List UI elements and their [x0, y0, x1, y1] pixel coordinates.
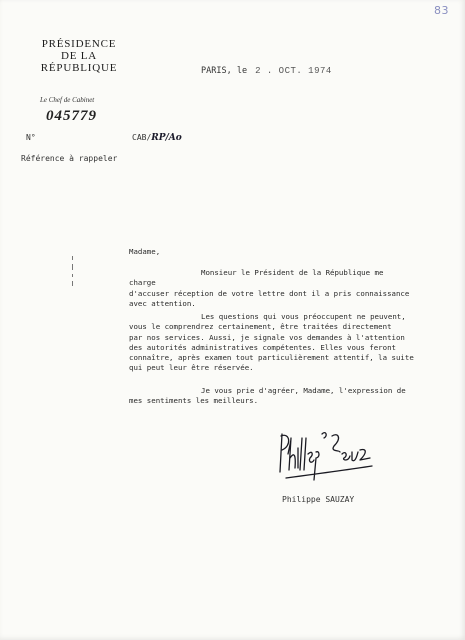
paragraph-3: Je vous prie d'agréer, Madame, l'expression de mes sentiments les meilleurs. [129, 386, 406, 406]
date-stamp: 2 . OCT. 1974 [255, 66, 332, 76]
paragraph-2: Les questions qui vous préoccupent ne peuvent, vous le comprendrez certainement, être traitées directement par nos services. Aussi, je signale vos demandes à l'attention des autorités administratives compétentes. Elles vous feront connaître, après examen tout particulièrement attentif, la suite qui peut leur être réservée. [129, 312, 414, 373]
archive-page-number: 83 [434, 4, 449, 17]
paragraph-1: Monsieur le Président de la République me charge d'accuser réception de votre lettre dont il a pris connaissance avec attention. [129, 268, 410, 308]
cab-reference [132, 133, 182, 143]
handwritten-signature [276, 424, 376, 490]
place-date-line [201, 66, 332, 76]
registry-number: 045779 [46, 108, 97, 124]
letterhead [20, 38, 138, 74]
letterhead-line-1: PRÉSIDENCE [41, 38, 117, 50]
reference-label: Référence à rappeler [21, 154, 118, 163]
letterhead-line-2: DE LA [60, 50, 98, 62]
cab-prefix: CAB/ [132, 133, 152, 142]
letterhead-line-3: RÉPUBLIQUE [40, 62, 118, 74]
chef-de-cabinet-title: Le Chef de Cabinet [40, 96, 95, 104]
margin-pencil-mark [72, 256, 73, 286]
signatory-name: Philippe SAUZAY [282, 495, 355, 504]
place-label: PARIS, le [201, 66, 248, 76]
number-label: N° [26, 133, 36, 142]
cab-handwritten-code: RP/Ao [151, 133, 182, 143]
salutation: Madame, [129, 247, 161, 256]
